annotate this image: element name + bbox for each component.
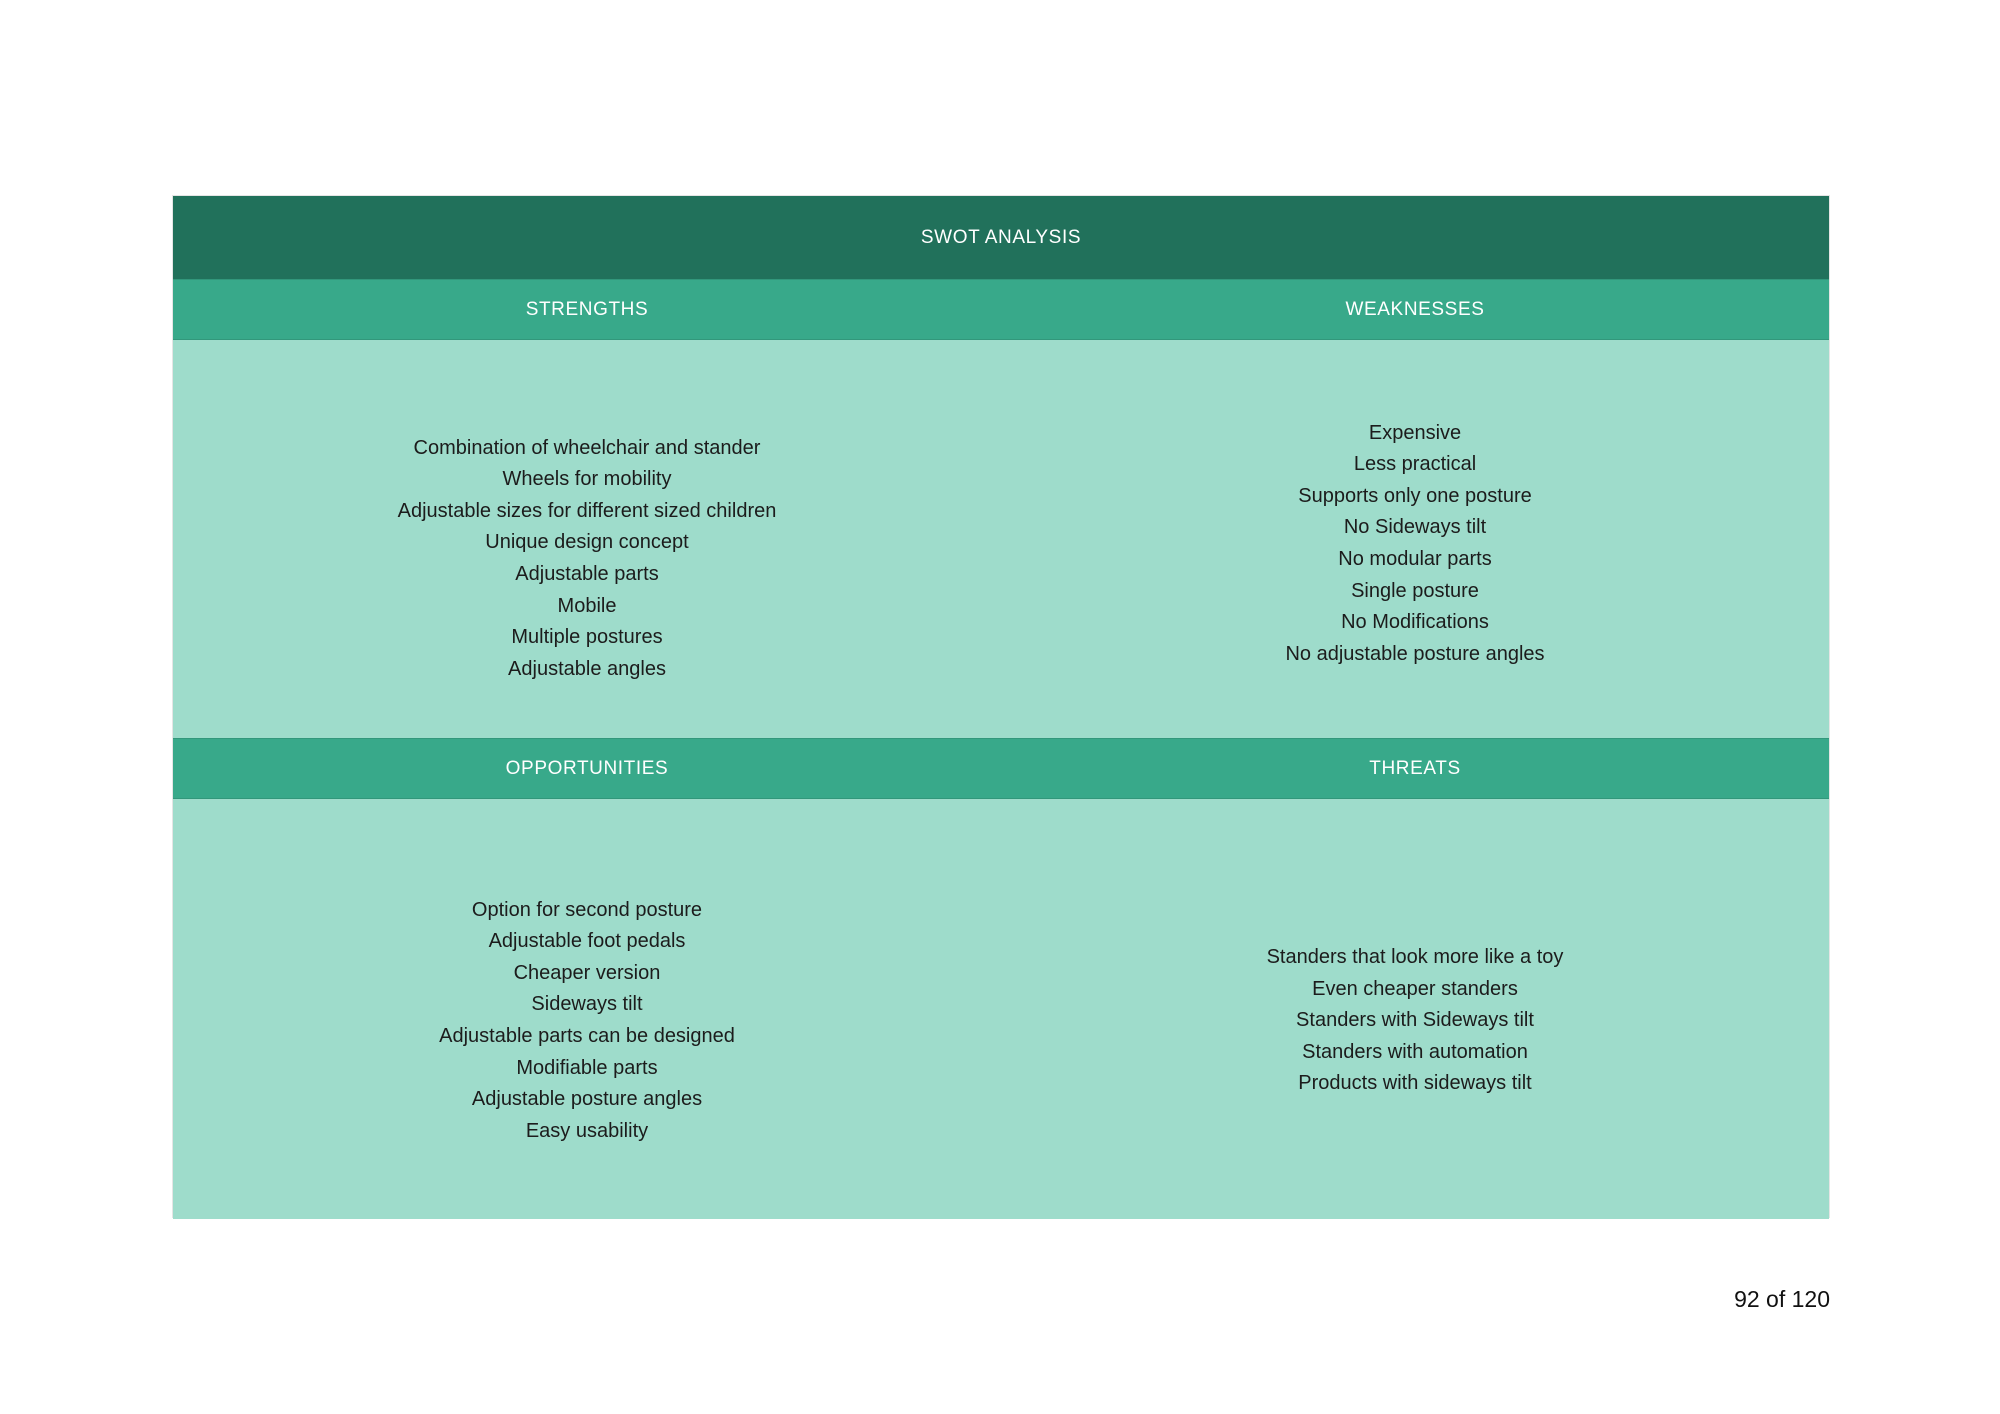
- header-threats: THREATS: [1369, 757, 1461, 779]
- threats-cell: [1001, 799, 1829, 1219]
- strengths-cell: [173, 340, 1001, 738]
- list-item: Standers that look more like a toy: [1266, 946, 1564, 969]
- weaknesses-cell: [1001, 340, 1829, 738]
- list-item: Modifiable parts: [516, 1056, 658, 1079]
- list-item: Products with sideways tilt: [1298, 1072, 1532, 1095]
- list-item: No adjustable posture angles: [1285, 642, 1545, 665]
- body-row-bottom: [173, 799, 1829, 1219]
- list-item: Sideways tilt: [531, 993, 643, 1016]
- list-item: Adjustable sizes for different sized children: [397, 499, 777, 522]
- list-item: Even cheaper standers: [1312, 977, 1518, 1000]
- list-item: Easy usability: [525, 1119, 649, 1142]
- list-item: No Sideways tilt: [1343, 516, 1487, 539]
- list-item: Supports only one posture: [1298, 484, 1532, 507]
- header-weaknesses: WEAKNESSES: [1345, 298, 1485, 320]
- list-item: Adjustable posture angles: [471, 1088, 703, 1111]
- opportunities-cell: [173, 799, 1001, 1219]
- list-item: Adjustable angles: [508, 657, 666, 680]
- header-strengths: STRENGTHS: [525, 298, 649, 320]
- page-number: 92 of 120: [1734, 1286, 1830, 1312]
- body-row-top: [173, 340, 1829, 738]
- swot-title: SWOT ANALYSIS: [920, 226, 1082, 248]
- list-item: Adjustable parts: [515, 563, 659, 585]
- list-item: Adjustable parts can be designed: [439, 1025, 735, 1047]
- opportunities-list: [439, 895, 735, 1148]
- list-item: No Modifications: [1341, 611, 1489, 634]
- list-item: Multiple postures: [511, 626, 663, 649]
- list-item: Unique design concept: [485, 531, 689, 554]
- header-row-top: [173, 279, 1829, 340]
- list-item: Mobile: [557, 594, 617, 617]
- list-item: Combination of wheelchair and stander: [413, 436, 761, 459]
- header-opportunities: OPPORTUNITIES: [505, 757, 669, 779]
- list-item: Expensive: [1368, 421, 1462, 444]
- list-item: No modular parts: [1338, 548, 1492, 570]
- list-item: Adjustable foot pedals: [488, 930, 686, 953]
- list-item: Standers with Sideways tilt: [1296, 1009, 1534, 1032]
- list-item: Single posture: [1351, 579, 1479, 602]
- list-item: Standers with automation: [1302, 1040, 1528, 1063]
- list-item: Less practical: [1353, 453, 1477, 476]
- list-item: Option for second posture: [471, 898, 703, 921]
- swot-table: [172, 195, 1830, 1218]
- threats-list: [1267, 942, 1564, 1100]
- list-item: Wheels for mobility: [502, 468, 672, 491]
- header-row-bottom: [173, 738, 1829, 799]
- weaknesses-list: [1285, 418, 1544, 671]
- swot-title-bar: [173, 196, 1829, 279]
- list-item: Cheaper version: [513, 961, 661, 984]
- strengths-list: [398, 433, 777, 686]
